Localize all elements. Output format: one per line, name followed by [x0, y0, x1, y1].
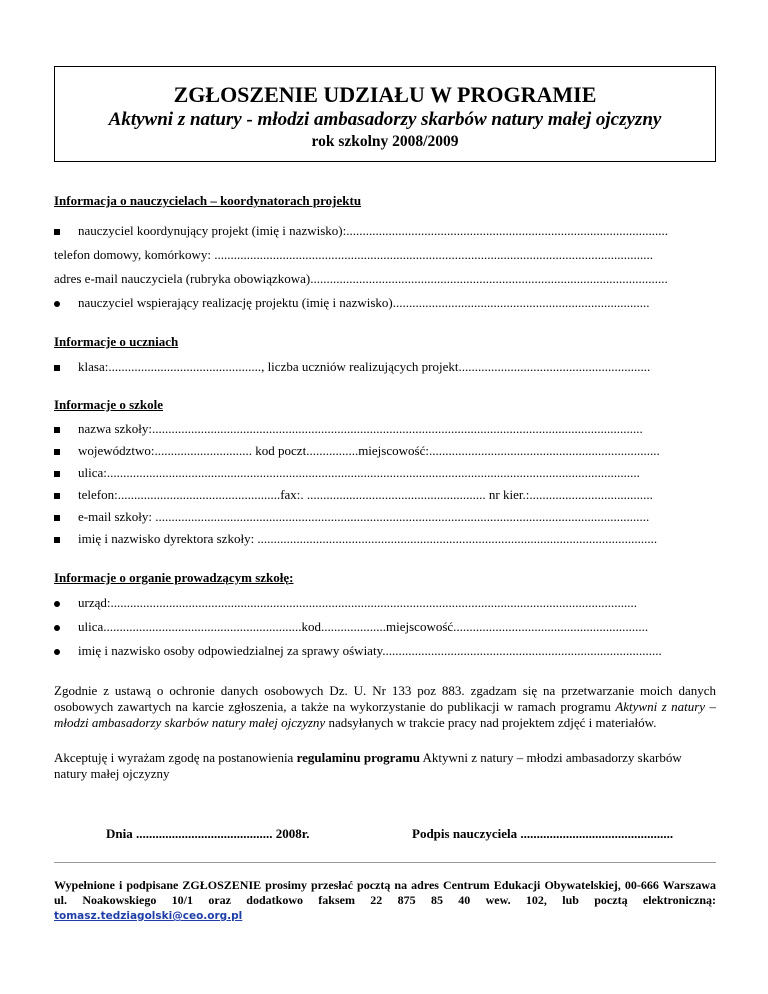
- square-bullet-icon: [54, 509, 68, 525]
- school-phone-field[interactable]: telefon:..................................................fax:. ....................................................... nr kier.:......................................: [78, 487, 653, 502]
- round-bullet-icon: [54, 295, 68, 311]
- round-bullet-icon: [54, 619, 68, 635]
- school-heading: Informacje o szkole: [54, 397, 164, 412]
- consent-paragraph: [54, 683, 716, 731]
- class-field[interactable]: klasa:..............................................., liczba uczniów realizujących projekt...........................................................: [78, 359, 651, 374]
- header-box: [54, 66, 716, 162]
- square-bullet-icon: [54, 465, 68, 481]
- supporting-teacher-field[interactable]: nauczyciel wspierający realizację projektu (imię i nazwisko)...............................................................................: [78, 295, 650, 310]
- footer-text: Wypełnione i podpisane ZGŁOSZENIE prosimy przesłać pocztą na adres Centrum Edukacji Obywatelskiej, 00-666 Warszawa ul. Noakowskiego 10/1 oraz dodatkowo faksem 22 875 85 40 wew. 102, lub pocztą elektroniczną:: [54, 878, 716, 907]
- teachers-heading: Informacja o nauczycielach – koordynatorach projektu: [54, 193, 362, 208]
- date-field[interactable]: Dnia .......................................... 2008r.: [106, 826, 310, 841]
- square-bullet-icon: [54, 421, 68, 437]
- education-person-field[interactable]: imię i nazwisko osoby odpowiedzialnej za sprawy oświaty......................................................................................: [78, 643, 662, 658]
- consent-text-2: nadsyłanych w trakcie pracy nad projektem zdjęć i materiałów.: [325, 715, 657, 730]
- signature-field[interactable]: Podpis nauczyciela ...............................................: [412, 826, 674, 841]
- school-year: rok szkolny 2008/2009: [311, 133, 459, 150]
- footer-note: [54, 878, 716, 924]
- office-field[interactable]: urząd:..................................................................................................................................................................: [78, 595, 637, 610]
- square-bullet-icon: [54, 443, 68, 459]
- organ-heading: Informacje o organie prowadzącym szkołę:: [54, 570, 294, 585]
- round-bullet-icon: [54, 643, 68, 659]
- accept-text-2: Aktywni z natury – młodzi ambasadorzy skarbów natury małej ojczyzny: [54, 750, 682, 781]
- students-heading: Informacje o uczniach: [54, 334, 179, 349]
- teacher-email-field[interactable]: adres e-mail nauczyciela (rubryka obowiązkowa)..............................................................................................................: [54, 271, 668, 286]
- accept-text-1: Akceptuję i wyrażam zgodę na postanowienia: [54, 750, 297, 765]
- regulations-label: regulaminu programu: [296, 750, 420, 765]
- school-email-field[interactable]: e-mail szkoły: ........................................................................................................................................................: [78, 509, 650, 524]
- school-name-field[interactable]: nazwa szkoły:.......................................................................................................................................................: [78, 421, 643, 436]
- round-bullet-icon: [54, 595, 68, 611]
- divider: [54, 862, 716, 863]
- program-subtitle: Aktywni z natury - młodzi ambasadorzy skarbów natury małej ojczyzny: [108, 109, 662, 130]
- form-title: ZGŁOSZENIE UDZIAŁU W PROGRAMIE: [173, 82, 597, 107]
- consent-program-name: Aktywni z natury – młodzi ambasadorzy skarbów natury małej ojczyzny: [54, 699, 716, 730]
- acceptance-paragraph: [54, 750, 716, 782]
- school-address-field[interactable]: województwo:.............................. kod poczt................miejscowość:.......................................................................: [78, 443, 660, 458]
- square-bullet-icon: [54, 359, 68, 375]
- square-bullet-icon: [54, 223, 68, 239]
- director-field[interactable]: imię i nazwisko dyrektora szkoły: ...........................................................................................................................: [78, 531, 658, 546]
- school-street-field[interactable]: ulica:....................................................................................................................................................................: [78, 465, 640, 480]
- consent-text-1: Zgodnie z ustawą o ochronie danych osobowych Dz. U. Nr 133 poz 883. zgadzam się na przetwarzanie moich danych osobowych zawartych na karcie zgłoszenia, a także na wykorzystanie do publikacji w ramach programu: [54, 683, 716, 714]
- square-bullet-icon: [54, 487, 68, 503]
- organ-street-field[interactable]: ulica.............................................................kod....................miejscowość............................................................: [78, 619, 649, 634]
- coordinator-field[interactable]: nauczyciel koordynujący projekt (imię i nazwisko):...................................................................................................: [78, 223, 668, 238]
- contact-email-link[interactable]: tomasz.tedziagolski@ceo.org.pl: [54, 910, 243, 922]
- phone-field[interactable]: telefon domowy, komórkowy: .......................................................................................................................................: [54, 247, 653, 262]
- square-bullet-icon: [54, 531, 68, 547]
